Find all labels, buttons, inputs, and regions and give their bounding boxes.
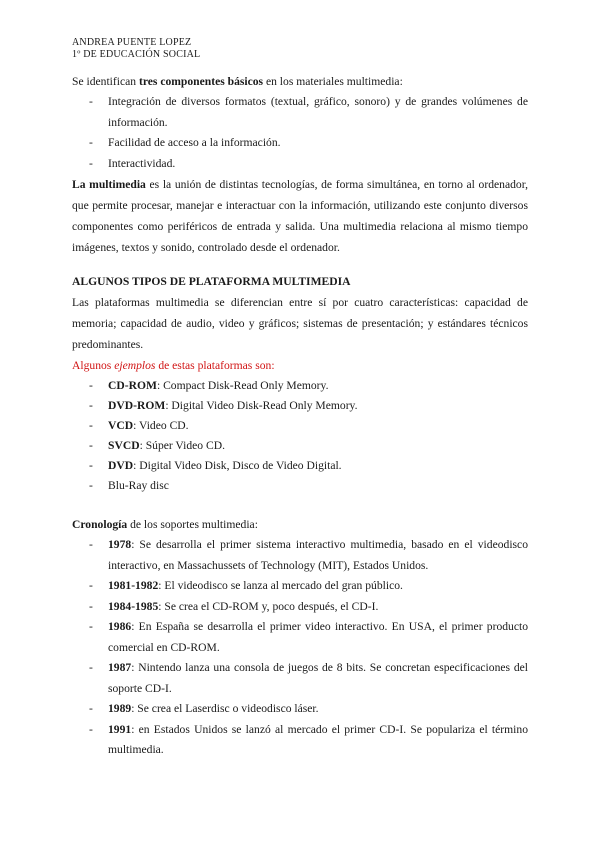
list-item: - Facilidad de acceso a la información. [89,136,281,149]
list-item: - 1981-1982: El videodisco se lanza al mercado del gran público. [89,579,403,592]
list-item: - 1991: en Estados Unidos se lanzó al mercado el primer CD-I. Se populariza el término multimedia. [89,722,528,756]
section-title-platforms: ALGUNOS TIPOS DE PLATAFORMA MULTIMEDIA [72,275,351,288]
examples-intro: Algunos ejemplos de estas plataformas son: [72,359,275,372]
definition-paragraph: La multimedia es la unión de distintas tecnologías, de forma simultánea, en torno al ordenador, que permite procesar, manejar e interactuar con la información, utilizando este conjunto diversos componentes como periféricos de entrada y salida. Una multimedia relaciona al mismo tiempo imágenes, textos y sonido, controlado desde el ordenador. [72,178,528,254]
author-name: ANDREA PUENTE LOPEZ [72,37,192,48]
intro-bold: tres componentes básicos [138,75,264,88]
document-body [72,71,528,761]
list-item: - 1986: En España se desarrolla el primer video interactivo. En USA, el primer producto comercial en CD-ROM. [89,620,528,654]
platforms-list [72,376,528,496]
intro-paragraph: Se identifican tres componentes básicos en los materiales multimedia: [72,75,403,88]
platforms-description: Las plataformas multimedia se diferencian entre sí por cuatro características: capacidad de memoria; capacidad de audio, video y gráficos; sistemas de presentación; y estándares técnicos predominantes. [72,296,528,351]
components-list [72,92,528,174]
definition-bold: La multimedia [72,178,146,191]
chronology-list [72,535,528,761]
page-header [72,37,200,61]
list-item: - VCD: Video CD. [89,419,189,432]
course-name: 1º DE EDUCACIÓN SOCIAL [72,49,201,60]
list-item: - Integración de diversos formatos (textual, gráfico, sonoro) y de grandes volúmenes de información. [89,95,528,129]
list-item: - DVD: Digital Video Disk, Disco de Video Digital. [89,459,342,472]
list-item: - Interactividad. [89,156,176,170]
list-item: - Blu-Ray disc [89,479,169,492]
list-item: - DVD-ROM: Digital Video Disk-Read Only Memory. [89,399,358,412]
chronology-intro: Cronología de los soportes multimedia: [72,518,258,531]
list-item: - 1989: Se crea el Laserdisc o videodisco láser. [89,702,319,715]
list-item: - 1984-1985: Se crea el CD-ROM y, poco después, el CD-I. [89,599,379,613]
list-item: - 1987: Nintendo lanza una consola de juegos de 8 bits. Se concretan especificaciones del soporte CD-I. [89,661,528,695]
list-item: - SVCD: Súper Video CD. [89,439,225,452]
list-item: - CD-ROM: Compact Disk-Read Only Memory. [89,379,329,392]
list-item: - 1978: Se desarrolla el primer sistema interactivo multimedia, basado en el videodisco interactivo, en Massachussets of Technology (MIT), Estados Unidos. [89,538,528,572]
